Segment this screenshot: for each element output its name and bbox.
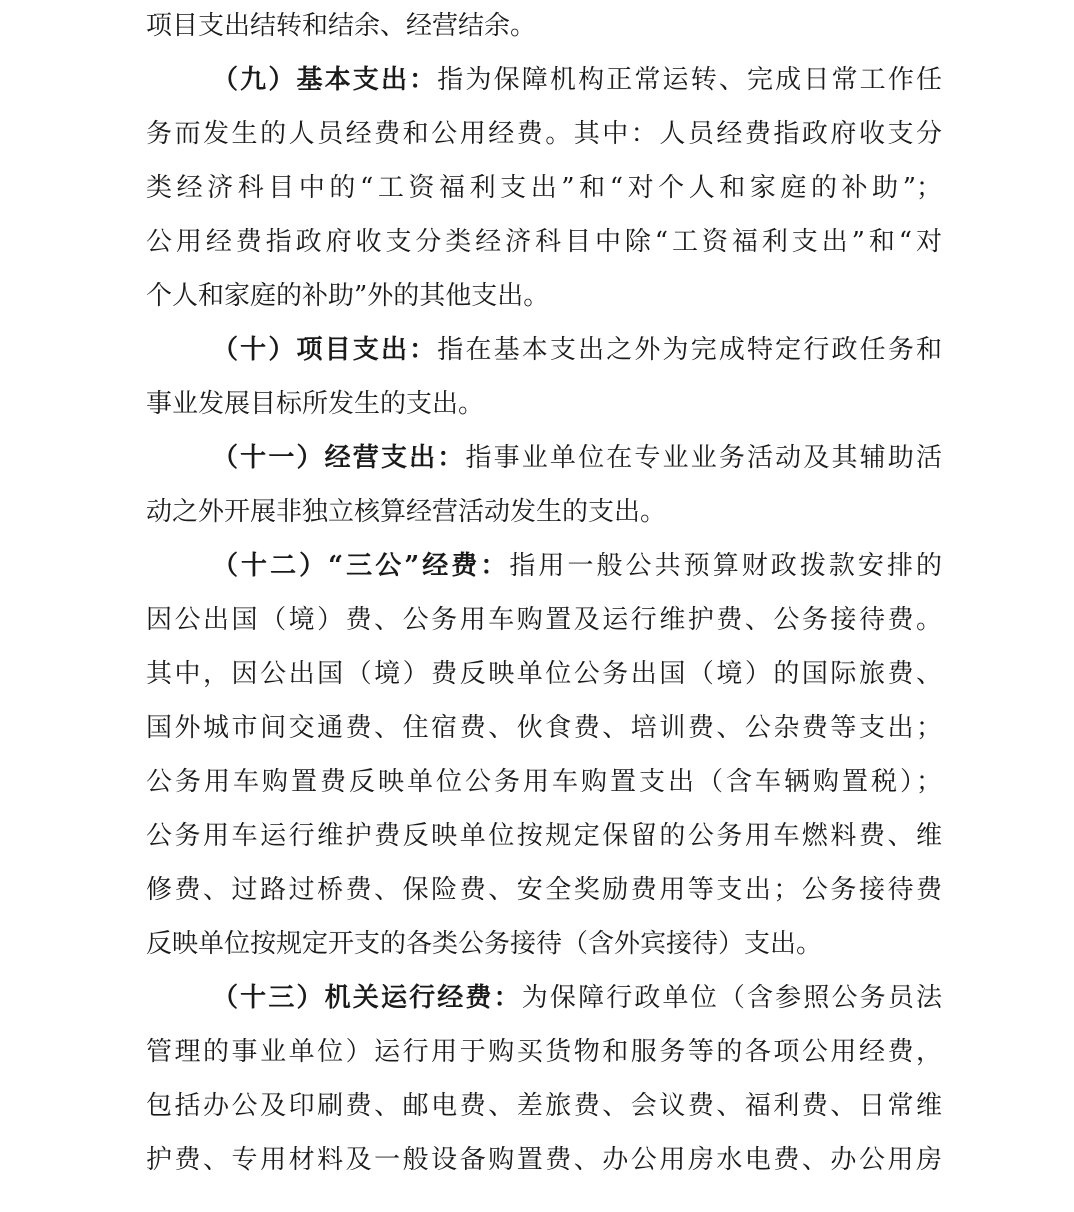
paragraph-11-first-text: 指事业单位在专业业务活动及其辅助活 (465, 443, 942, 473)
text-line: 国外城市间交通费、住宿费、伙食费、培训费、公杂费等支出； (146, 713, 942, 743)
text-line: 动之外开展非独立核算经营活动发生的支出。 (146, 497, 667, 527)
paragraph-9-first-line (212, 60, 942, 100)
text-line: 事业发展目标所发生的支出。 (146, 389, 485, 419)
paragraph-12-heading: （十二）“三公”经费： (212, 551, 510, 581)
text-line: 管理的事业单位）运行用于购买货物和服务等的各项公用经费， (146, 1037, 942, 1067)
text-line: 修费、过路过桥费、保险费、安全奖励费用等支出；公务接待费 (146, 875, 942, 905)
paragraph-12-first-text: 指用一般公共预算财政拨款安排的 (509, 551, 942, 581)
text-line: 个人和家庭的补助”外的其他支出。 (146, 281, 550, 311)
text-line: 因公出国（境）费、公务用车购置及运行维护费、公务接待费。 (146, 605, 942, 635)
text-line: 护费、专用材料及一般设备购置费、办公用房水电费、办公用房 (146, 1145, 942, 1175)
paragraph-9-heading: （九）基本支出： (212, 65, 438, 95)
paragraph-13-first-line (212, 978, 942, 1018)
text-line: 公用经费指政府收支分类经济科目中除“工资福利支出”和“对 (146, 227, 942, 257)
paragraph-10-heading: （十）项目支出： (212, 335, 438, 365)
text-line: 包括办公及印刷费、邮电费、差旅费、会议费、福利费、日常维 (146, 1091, 942, 1121)
paragraph-10-first-line (212, 330, 942, 370)
text-line: 反映单位按规定开支的各类公务接待（含外宾接待）支出。 (146, 929, 823, 959)
paragraph-9-first-text: 指为保障机构正常运转、完成日常工作任 (437, 65, 942, 95)
text-line: 其中，因公出国（境）费反映单位公务出国（境）的国际旅费、 (146, 659, 942, 689)
paragraph-10-first-text: 指在基本支出之外为完成特定行政任务和 (437, 335, 942, 365)
paragraph-13-first-text: 为保障行政单位（含参照公务员法 (521, 983, 942, 1013)
text-line: 公务用车运行维护费反映单位按规定保留的公务用车燃料费、维 (146, 821, 942, 851)
paragraph-13-heading: （十三）机关运行经费： (212, 983, 522, 1013)
paragraph-12-first-line (212, 546, 942, 586)
text-line: 公务用车购置费反映单位公务用车购置支出（含车辆购置税）； (146, 767, 942, 797)
paragraph-11-first-line (212, 438, 942, 478)
text-line: 项目支出结转和结余、经营结余。 (146, 11, 537, 41)
text-line: 类经济科目中的“工资福利支出”和“对个人和家庭的补助”； (146, 173, 942, 203)
text-line: 务而发生的人员经费和公用经费。其中：人员经费指政府收支分 (146, 119, 942, 149)
paragraph-11-heading: （十一）经营支出： (212, 443, 466, 473)
